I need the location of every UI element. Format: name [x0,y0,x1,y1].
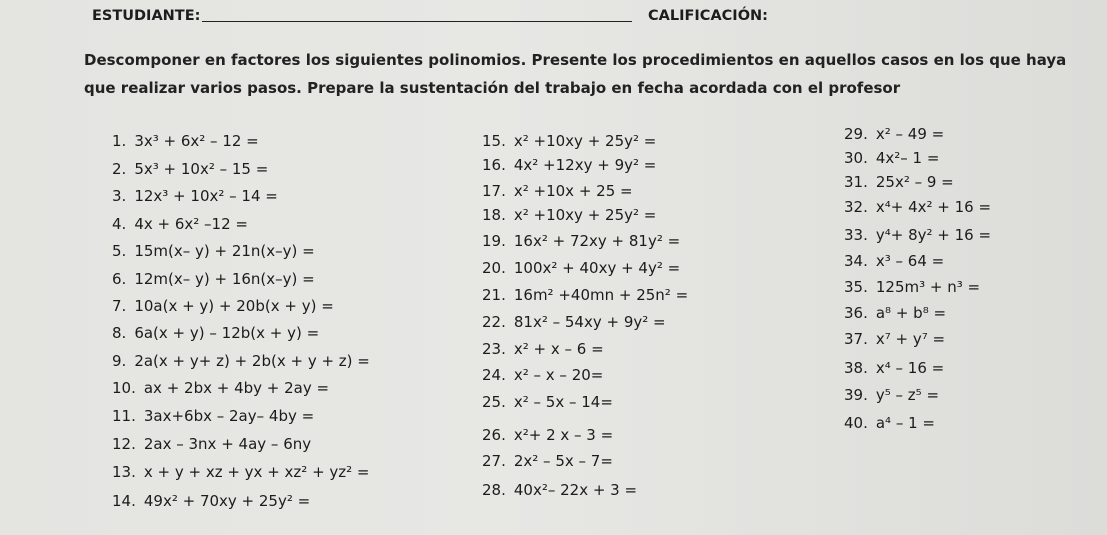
exercise-item [482,426,613,444]
exercise-item [112,435,311,453]
exercise-number: 28. [482,481,506,499]
exercise-number: 23. [482,340,506,358]
exercise-item [482,393,613,411]
exercise-number: 5. [112,242,127,260]
exercise-item [112,324,319,342]
exercise-number: 13. [112,463,136,481]
exercise-number: 22. [482,313,506,331]
exercise-expression: x² + x – 6 = [513,340,604,358]
exercise-number: 29. [844,125,868,143]
exercise-number: 16. [482,156,506,174]
exercise-item [482,366,603,384]
exercise-item [482,156,656,174]
student-header [92,8,632,24]
exercise-number: 7. [112,297,127,315]
exercise-expression: 125m³ + n³ = [875,278,981,296]
exercise-expression: ax + 2bx + 4by + 2ay = [143,379,330,397]
exercise-item [844,226,991,244]
exercise-number: 38. [844,359,868,377]
instructions-text: Descomponer en factores los siguientes polinomios. Presente los procedimientos en aquellos casos en los que haya que realizar varios pasos. Prepare la sustentación del trabajo en fecha acordada con el profesor [84,51,1067,97]
exercise-expression: x⁴ – 16 = [875,359,945,377]
exercise-item [482,182,633,200]
exercise-number: 34. [844,252,868,270]
exercise-number: 18. [482,206,506,224]
exercise-item [482,286,688,304]
exercise-number: 15. [482,132,506,150]
exercise-expression: x²+ 2 x – 3 = [513,426,614,444]
student-name-line [202,21,632,22]
exercise-expression: 2x² – 5x – 7= [513,452,613,470]
exercise-item [844,386,939,404]
exercise-item [844,414,935,432]
exercise-expression: x² – 5x – 14= [513,393,613,411]
exercise-item [844,125,944,143]
exercise-item [112,215,248,233]
grade-label: CALIFICACIÓN: [648,8,768,24]
exercise-item [844,278,980,296]
exercise-expression: 2a(x + y+ z) + 2b(x + y + z) = [134,352,370,370]
exercise-item [112,160,268,178]
exercise-expression: x² – 49 = [875,125,945,143]
exercise-number: 3. [112,187,127,205]
exercise-number: 24. [482,366,506,384]
exercise-expression: 12m(x– y) + 16n(x–y) = [134,270,315,288]
exercise-expression: a⁸ + b⁸ = [875,304,947,322]
exercise-number: 36. [844,304,868,322]
exercise-number: 25. [482,393,506,411]
exercise-expression: 15m(x– y) + 21n(x–y) = [134,242,315,260]
exercise-expression: x³ – 64 = [875,252,945,270]
exercise-expression: 10a(x + y) + 20b(x + y) = [134,297,334,315]
exercise-number: 1. [112,132,127,150]
exercise-number: 39. [844,386,868,404]
exercise-item [482,206,656,224]
exercise-item [482,132,656,150]
exercise-item [844,330,945,348]
exercise-number: 10. [112,379,136,397]
exercise-number: 26. [482,426,506,444]
exercise-expression: 100x² + 40xy + 4y² = [513,259,681,277]
exercise-expression: 81x² – 54xy + 9y² = [513,313,666,331]
exercise-item [482,481,637,499]
exercise-number: 2. [112,160,127,178]
exercise-number: 32. [844,198,868,216]
exercise-item [112,492,310,510]
exercise-item [112,463,370,481]
exercise-item [112,132,259,150]
exercise-number: 4. [112,215,127,233]
exercise-item [112,187,278,205]
exercise-number: 30. [844,149,868,167]
exercise-item [844,359,944,377]
exercise-item [844,252,944,270]
exercise-expression: x⁴+ 4x² + 16 = [875,198,992,216]
exercise-number: 6. [112,270,127,288]
exercise-number: 12. [112,435,136,453]
exercise-number: 20. [482,259,506,277]
exercise-expression: x⁷ + y⁷ = [875,330,946,348]
exercise-expression: y⁴+ 8y² + 16 = [875,226,992,244]
exercise-expression: 3x³ + 6x² – 12 = [134,132,259,150]
student-label: ESTUDIANTE: [92,8,201,24]
exercise-expression: 4x + 6x² –12 = [134,215,248,233]
exercise-item [844,304,946,322]
exercise-expression: a⁴ – 1 = [875,414,935,432]
exercise-item [482,259,680,277]
exercise-item [482,452,613,470]
exercise-expression: 12x³ + 10x² – 14 = [134,187,278,205]
exercise-number: 21. [482,286,506,304]
exercise-expression: 6a(x + y) – 12b(x + y) = [134,324,320,342]
exercise-item [482,313,666,331]
exercise-number: 19. [482,232,506,250]
exercise-expression: 3ax+6bx – 2ay– 4by = [143,407,315,425]
exercise-number: 31. [844,173,868,191]
exercise-expression: 2ax – 3nx + 4ay – 6ny [143,435,312,453]
exercise-number: 27. [482,452,506,470]
exercise-expression: x² – x – 20= [513,366,604,384]
exercise-expression: 16m² +40mn + 25n² = [513,286,689,304]
exercise-expression: 16x² + 72xy + 81y² = [513,232,681,250]
exercise-expression: 49x² + 70xy + 25y² = [143,492,311,510]
exercise-number: 8. [112,324,127,342]
exercise-expression: 4x² +12xy + 9y² = [513,156,657,174]
exercise-number: 40. [844,414,868,432]
exercise-number: 14. [112,492,136,510]
exercise-item [844,198,991,216]
exercise-expression: 5x³ + 10x² – 15 = [134,160,269,178]
exercise-number: 9. [112,352,127,370]
exercise-item [112,270,315,288]
exercise-number: 17. [482,182,506,200]
exercise-expression: 40x²– 22x + 3 = [513,481,638,499]
exercise-item [844,149,939,167]
exercise-number: 35. [844,278,868,296]
exercise-item [844,173,954,191]
exercise-expression: x² +10xy + 25y² = [513,206,657,224]
exercise-item [112,352,370,370]
exercise-item [112,379,329,397]
exercise-expression: x² +10xy + 25y² = [513,132,657,150]
exercise-item [112,297,334,315]
exercise-expression: 4x²– 1 = [875,149,940,167]
exercise-item [482,232,680,250]
exercise-item [112,242,315,260]
exercise-item [112,407,314,425]
exercise-number: 37. [844,330,868,348]
exercise-number: 33. [844,226,868,244]
exercise-expression: y⁵ – z⁵ = [875,386,940,404]
exercise-number: 11. [112,407,136,425]
exercise-expression: x² +10x + 25 = [513,182,633,200]
exercise-item [482,340,604,358]
exercise-expression: 25x² – 9 = [875,173,954,191]
exercise-expression: x + y + xz + yx + xz² + yz² = [143,463,370,481]
